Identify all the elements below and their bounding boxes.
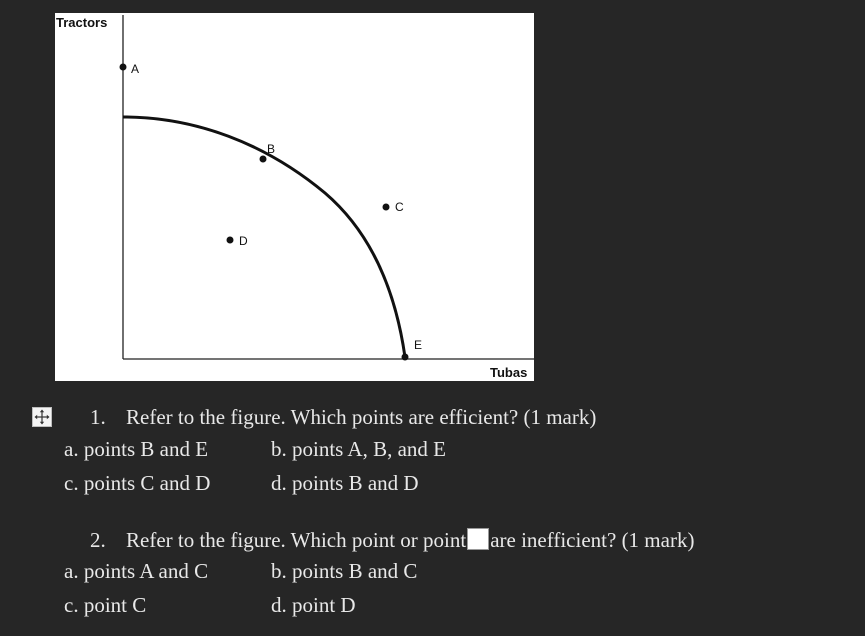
question-2-text-after: are inefficient? (1 mark) [490,528,695,552]
point-e-label: E [414,338,423,352]
ppf-figure [55,13,534,381]
question-2-title [90,527,694,553]
point-d-dot [227,237,234,244]
question-1-title [90,404,596,430]
x-axis-label: Tubas [490,365,528,380]
question-1-option-b: b. points A, B, and E [271,437,447,461]
point-b-label: B [267,142,276,156]
question-1-option-a: a. points B and E [64,437,209,461]
selection-box[interactable] [467,528,489,550]
y-axis-label: Tractors [56,15,108,30]
question-1-option-c: c. points C and D [64,471,211,495]
point-a-dot [120,64,127,71]
point-b-dot [260,156,267,163]
question-1-option-d: d. points B and D [271,471,419,495]
question-1-text: Refer to the figure. Which points are efficient? (1 mark) [126,405,597,429]
ppf-curve [123,117,405,357]
question-2-option-d: d. point D [271,593,356,617]
question-2-option-b: b. points B and C [271,559,418,583]
point-e-dot [402,354,409,361]
point-a-label: A [131,62,140,76]
question-1-number: 1. [90,405,106,429]
question-2-option-a: a. points A and C [64,559,209,583]
point-c-label: C [395,200,404,214]
question-2-text-before: Refer to the figure. Which point or point [126,528,467,552]
point-d-label: D [239,234,248,248]
question-2-number: 2. [90,528,106,552]
question-2-option-c: c. point C [64,593,147,617]
four-arrows-icon [34,409,50,425]
point-c-dot [383,204,390,211]
ppf-chart [55,13,534,381]
move-handle-icon[interactable] [32,407,52,427]
